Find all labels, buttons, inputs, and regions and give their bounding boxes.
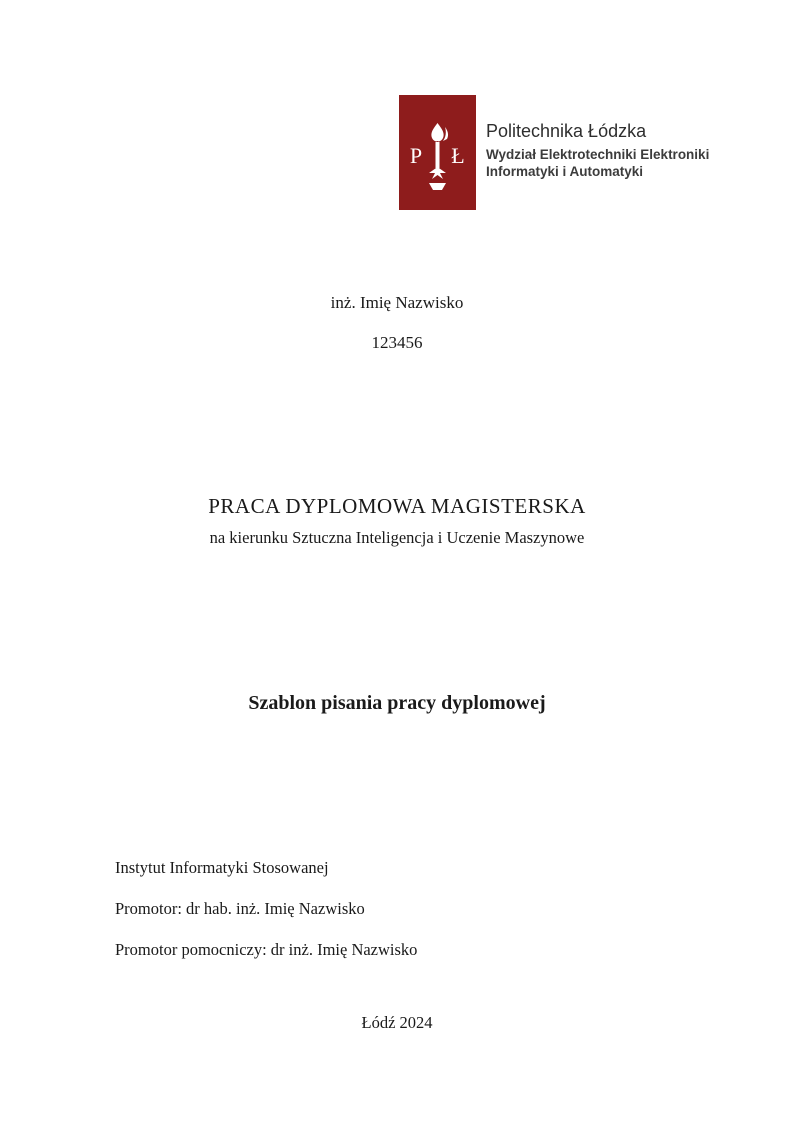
svg-text:Ł: Ł [451,143,465,168]
place-and-year: Łódź 2024 [361,1013,433,1032]
author-name: inż. Imię Nazwisko [330,293,464,312]
supervisor-line: Promotor: dr hab. inż. Imię Nazwisko [115,899,365,918]
university-header [399,95,709,210]
institute-name: Instytut Informatyki Stosowanej [115,858,329,877]
student-id: 123456 [371,333,423,352]
field-of-study: na kierunku Sztuczna Inteligencja i Uczenie Maszynowe [209,528,585,547]
university-logo-icon [399,95,476,210]
thesis-type-heading: PRACA DYPLOMOWA MAGISTERSKA [208,494,586,518]
faculty-line-1: Wydział Elektrotechniki Elektroniki [486,146,710,162]
auxiliary-supervisor-line: Promotor pomocniczy: dr inż. Imię Nazwisko [115,940,418,959]
university-name: Politechnika Łódzka [486,121,647,142]
university-logo [399,95,476,210]
supervisor-block [115,858,417,981]
thesis-title: Szablon pisania pracy dyplomowej [248,692,546,714]
faculty-line-2: Informatyki i Automatyki [486,163,644,179]
university-text-block [486,120,709,184]
svg-text:P: P [409,143,423,168]
